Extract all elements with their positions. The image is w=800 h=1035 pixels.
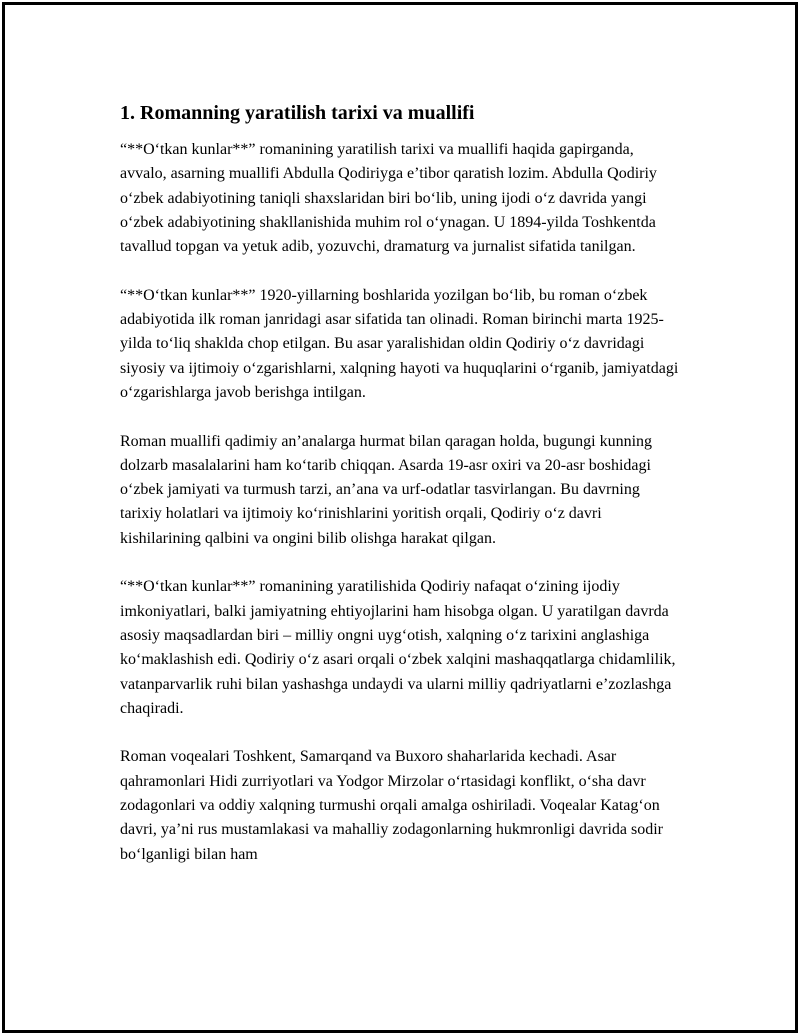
paragraph-2: “**O‘tkan kunlar**” 1920-yillarning boshlarida yozilgan bo‘lib, bu roman o‘zbek adabiyotida ilk roman janridagi asar sifatida tan olinadi. Roman birinchi marta 1925-yilda to‘liq shaklda chop etilgan. Bu asar yaralishidan oldin Qodiriy o‘z davridagi siyosiy va ijtimoiy o‘zgarishlarni, xalqning hayoti va huquqlarini o‘rganib, jamiyatdagi o‘zgarishlarga javob berishga intilgan. bbox=[120, 286, 679, 401]
paragraph-5: Roman voqealari Toshkent, Samarqand va Buxoro shaharlarida kechadi. Asar qahramonlari Hidi zurriyotlari va Yodgor Mirzolar o‘rtasidagi konflikt, o‘sha davr zodagonlari va oddiy xalqning turmushi orqali amalga oshiriladi. Voqealar Katag‘on davri, ya’ni rus mustamlakasi va mahalliy zodagonlarning hukmronligi davrida sodir bo‘lganligi bilan ham bbox=[120, 748, 663, 863]
paragraph-3: Roman muallifi qadimiy an’analarga hurmat bilan qaragan holda, bugungi kunning dolzarb masalalarini ham ko‘tarib chiqqan. Asarda 19-asr oxiri va 20-asr boshidagi o‘zbek jamiyati va turmush tarzi, an’ana va urf-odatlar tasvirlangan. Bu davrning tarixiy holatlari va ijtimoiy ko‘rinishlarini yoritish orqali, Qodiriy o‘z davri kishilarining qalbini va ongini bilib olishga harakat qilgan. bbox=[120, 432, 653, 547]
page-border bbox=[2, 2, 798, 1033]
section-heading: 1. Romanning yaratilish tarixi va muallifi bbox=[120, 102, 475, 124]
paragraph-4: “**O‘tkan kunlar**” romanining yaratilishida Qodiriy nafaqat o‘zining ijodiy imkoniyatlari, balki jamiyatning ehtiyojlarini ham hisobga olgan. U yaratilgan davrda asosiy maqsadlardan biri – milliy ongni uyg‘otish, xalqning o‘z tarixini anglashiga ko‘maklashish edi. Qodiriy o‘z asari orqali o‘zbek xalqini mashaqqatlarga chidamlilik, vatanparvarlik ruhi bilan yashashga undaydi va ularni milliy qadriyatlarni e’zozlashga chaqiradi. bbox=[120, 578, 676, 717]
paragraph-1: “**O‘tkan kunlar**” romanining yaratilish tarixi va muallifi haqida gapirganda, avvalo, asarning muallifi Abdulla Qodiriyga e’tibor qaratish lozim. Abdulla Qodiriy o‘zbek adabiyotining taniqli shaxslaridan biri bo‘lib, uning ijodi o‘z davrida yangi o‘zbek adabiyotining shakllanishida muhim rol o‘ynagan. U 1894-yilda Toshkentda tavallud topgan va yetuk adib, yozuvchi, dramaturg va jurnalist sifatida tanilgan. bbox=[120, 141, 657, 256]
document-body bbox=[120, 100, 680, 891]
